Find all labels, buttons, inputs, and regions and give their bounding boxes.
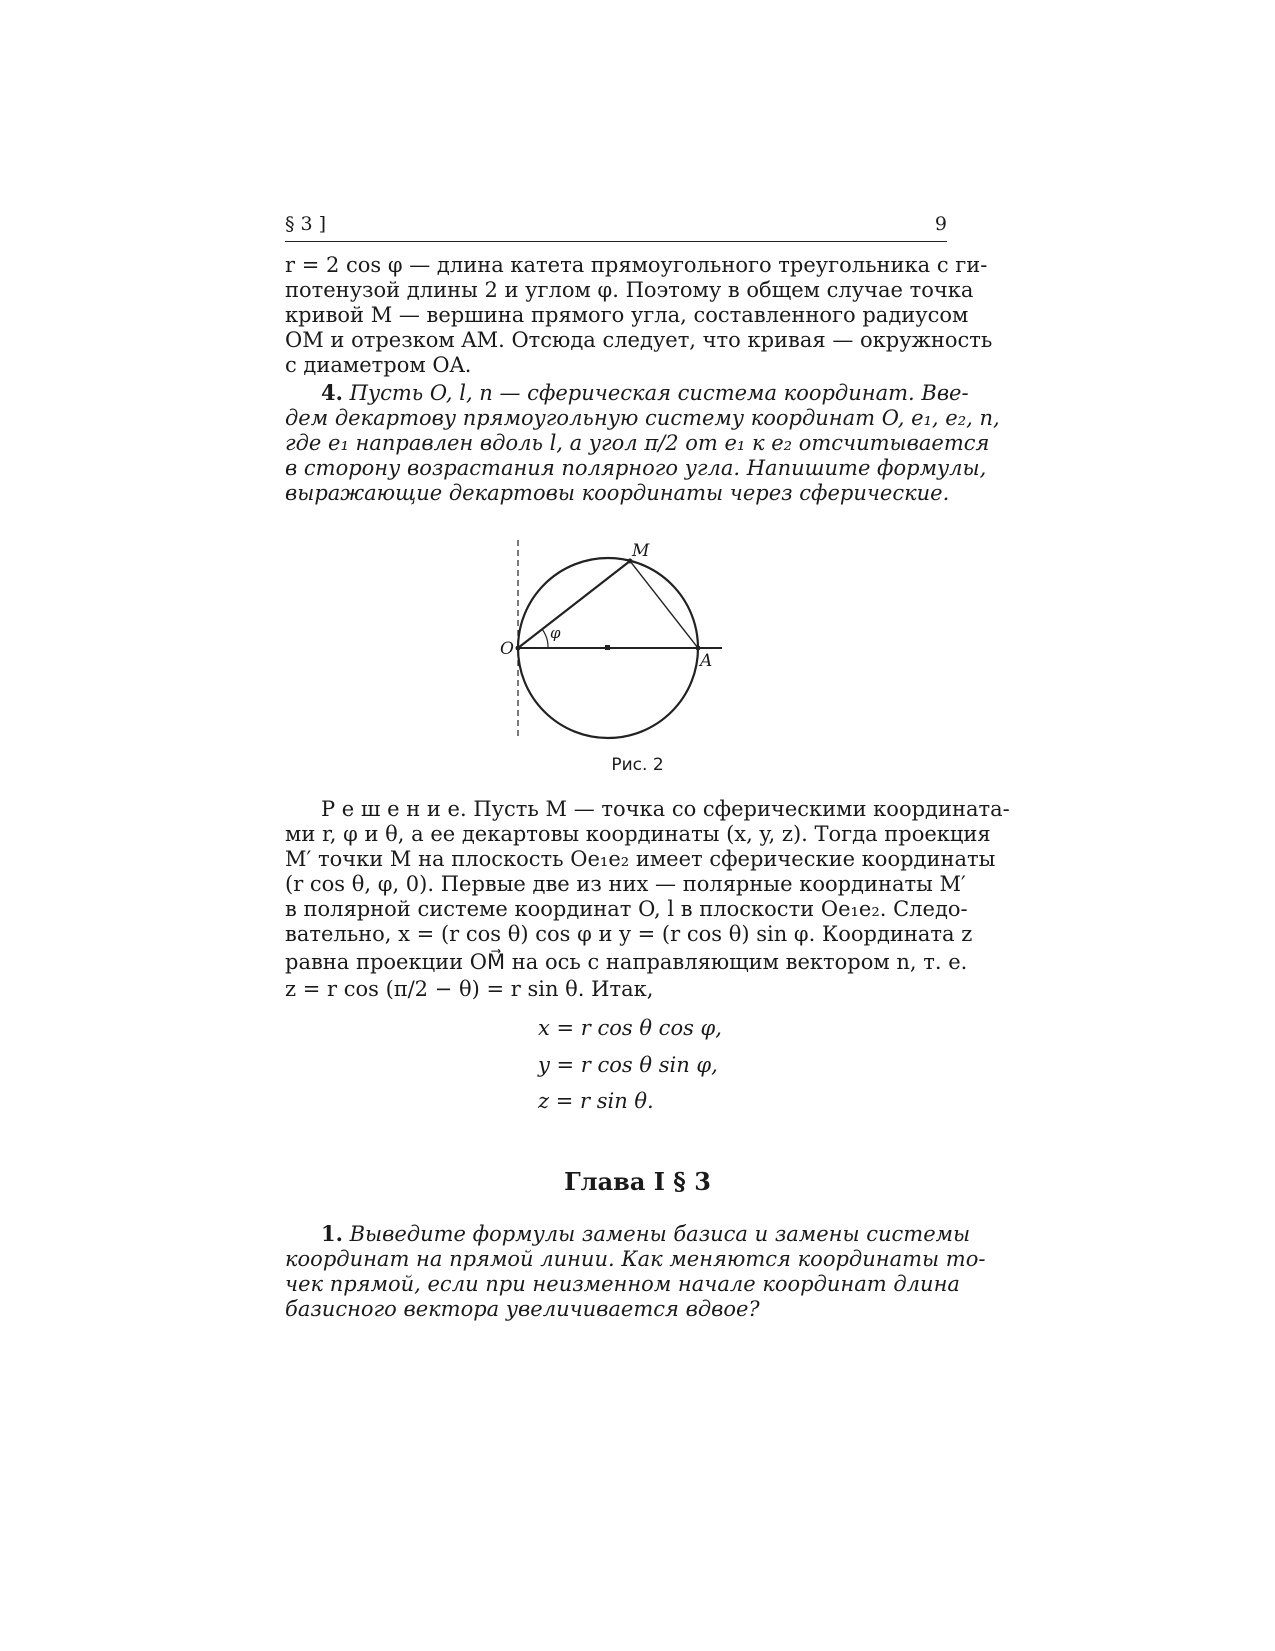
text-line: Пусть M — точка со сферическими координата- [473,797,1010,821]
text-line: выражающие декартовы координаты через сферические. [285,481,950,505]
text-line: OM и отрезком AM. Отсюда следует, что кривая — окружность [285,328,993,352]
label-m: M [632,541,650,561]
center-point [605,645,610,650]
text-line: Выведите формулы замены базиса и замены системы [349,1222,971,1246]
text-line: с диаметром OA. [285,353,472,377]
text-line: z = r cos (π/2 − θ) = r sin θ. Итак, [285,977,654,1001]
text-line: вательно, x = (r cos θ) cos φ и y = (r cos θ) sin φ. Координата z [285,922,973,946]
solution-first-line [285,796,1010,822]
problem-1-first-line [285,1221,971,1247]
label-a: A [700,651,713,671]
section-mark: § 3 ] [285,213,327,235]
page-number: 9 [934,213,947,235]
running-header [285,213,947,242]
text-line: где e₁ направлен вдоль l, а угол π/2 от e₁ к e₂ отсчитывается [285,431,990,455]
point-o [516,646,521,651]
formula-y: y = r cos θ sin φ, [538,1053,718,1077]
text-line: потенузой длины 2 и углом φ. Поэтому в общем случае точка [285,278,974,302]
problem-4-first-line [285,380,969,406]
problem-number: 4. [321,380,343,405]
angle-arc [542,629,548,648]
label-o: O [500,639,514,659]
chapter-heading: Глава I § 3 [564,1167,711,1196]
text-line: M′ точки M на плоскость Oe₁e₂ имеет сферические координаты [285,847,996,871]
text-line: в полярной системе координат O, l в плоскости Oe₁e₂. Следо- [285,897,968,921]
text-line: Пусть O, l, n — сферическая система координат. Вве- [349,381,969,405]
problem-number: 1. [321,1221,343,1246]
text-line: дем декартову прямоугольную систему координат O, e₁, e₂, n, [285,406,1000,430]
label-phi: φ [550,624,561,642]
figure-caption: Рис. 2 [611,755,664,775]
formula-x: x = r cos θ cos φ, [538,1016,722,1040]
figure-circle-diagram [470,540,760,740]
text-line: (r cos θ, φ, 0). Первые две из них — полярные координаты M′ [285,872,966,896]
text-line: координат на прямой линии. Как меняются координаты то- [285,1247,986,1271]
solution-lead: Р е ш е н и е. [321,797,467,821]
text-line: в сторону возрастания полярного угла. Напишите формулы, [285,456,987,480]
point-a [696,646,701,651]
text-line: чек прямой, если при неизменном начале координат длина [285,1272,960,1296]
text-line: r = 2 cos φ — длина катета прямоугольного треугольника с ги- [285,253,988,277]
text-line: равна проекции OM⃗ на ось с направляющим вектором n, т. е. [285,950,968,974]
text-line: ми r, φ и θ, а ее декартовы координаты (x, y, z). Тогда проекция [285,822,991,846]
formula-z: z = r sin θ. [538,1089,654,1113]
text-line: базисного вектора увеличивается вдвое? [285,1297,760,1321]
text-line: кривой M — вершина прямого угла, составленного радиусом [285,303,969,327]
segment-om [518,561,630,648]
